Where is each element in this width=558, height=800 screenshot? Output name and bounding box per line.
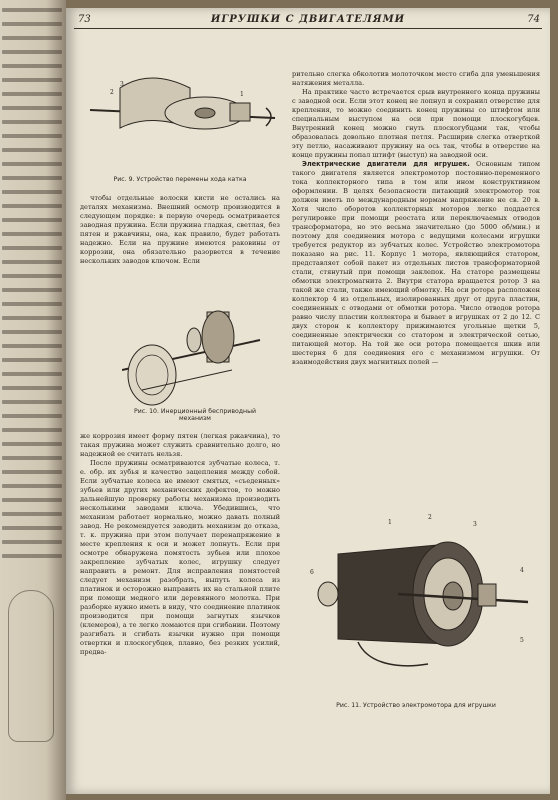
figure-10-caption: Рис. 10. Инерционный бесприводный механизм xyxy=(134,408,256,422)
figure-9-drawing xyxy=(80,58,280,168)
svg-text:4: 4 xyxy=(520,567,524,574)
running-title: ИГРУШКИ С ДВИГАТЕЛЯМИ xyxy=(210,14,406,25)
column-1-top xyxy=(80,194,280,300)
paragraph xyxy=(292,160,540,367)
paragraph: рительно слегка обколотив молоточком место сгиба для уменьшения натяжения металла. xyxy=(292,70,540,87)
section-heading: Электрические двигатели для игрушек. xyxy=(302,160,470,168)
paragraph: После пружины осматриваются зубчатые колеса, т. е. обр. их зубья и качество зацепления между собой. Если зубчатые колеса не имеют смятых, «съеденных» зубьев или других механических дефектов, то можно дальнейшую проверку работы механизма производить несколькими заводами ключа. Убедившись, что механизм работает нормально, можно давать полный завод. Не рекомендуется заводить механизм до отказа, т. к. пружина при этом получает перенапряжение в месте крепления к оси и может лопнуть. Если при осмотре обнаружена помятость зубьев или плохое закрепление зубчатых колес, игрушку следует направить в ремонт. Для исправления помятостей следует механизм разобрать, выпуть колеса из платинок и осторожно выправить их на стальной плите при помощи медного или деревянного молотка. При разборке нужно иметь в виду, что соединение платинок производится при помощи загнутых язычков (клемеров), а те легко ломаются при сгибании. Поэтому разгибать и сгибать язычки нужно при помощи отвертки и плоскогубцев, плавно, без резких усилий, предва- xyxy=(80,459,280,656)
paragraph: чтобы отдельные волоски кисти не остались на деталях механизма. Внешний осмотр производится в следующем порядке: в первую очередь осматривается заводная пружина. Если пружина гладкая, светлая, без пятен и ржавчины, она, как правило, будет работать надежно. Если на пружине имеются раковины от коррозии, она обязательно разорвется в течение нескольких заводов ключом. Если xyxy=(80,194,280,265)
svg-text:1: 1 xyxy=(240,91,244,98)
svg-text:6: 6 xyxy=(310,569,314,576)
header-rule xyxy=(74,28,542,29)
svg-text:5: 5 xyxy=(520,637,524,644)
paragraph: же коррозия имеет форму пятен (легкая ржавчина), то такая пружина может служить сравнительно долго, но надежной ее считать нельзя. xyxy=(80,432,280,458)
section-body: Основным типом такого двигателя является электромотор постоянно-переменного тока коллекторного типа в том или ином конструктивном оформлении. В целях безопасности питающий электромотор ток должен иметь по международным нормам напряжение не св. 20 в. Хотя число оборотов коллекторных моторов легко поддается регулировке при помощи реостата или переключаемых отводов трансформатора, но это весьма значительно (до 5000 об/мин.) и поэтому для соединения мотора с ведущими колесами игрушки требуется редуктор из зубчатых колес. Устройство электромотора показано на рис. 11. Корпус 1 мотора, являющийся статором, представляет собой пакет из отдельных листов трансформаторной стали, стянутый при помощи заклепок. На статоре размещены обмотки электромагнита 2. Внутри статора вращается ротор 3 на такой же стали, также имеющий обмотку. На оси ротора расположен коллектор 4 из отдельных, изолированных друг от друга пластин, соединенных с отводами от обмотки ротора. Число отводов ротора равно числу пластин коллектора и бывает в игрушках от 2 до 12. С двух сторон к коллектору прижимаются угольные щетки 5, соединенные электрически со статором и электрической сетью, питающей мотор. На той же оси ротора помещается шкив или шестерня 6 для соединения его с механизмом игрушки. От взаимодействия двух магнитных полей — xyxy=(292,160,540,366)
svg-text:3: 3 xyxy=(473,521,477,528)
page-number-right: 74 xyxy=(527,14,540,25)
paragraph: На практике часто встречается срыв внутреннего конца пружины с заводной оси. Если этот конец не лопнул и сохранил отверстие для крепления, то можно соединить конец пружины со штифтом или специальным выступом на оси при помощи плоскогубцев. Внутренний конец можно гнуть плоскогубцами так, чтобы образовалась довольно плотная петля. Расширив слегка отверткой эту петлю, насаживают пружину на ось так, чтобы в отверстие на конце пружины попал штифт (выступ) на заводной оси. xyxy=(292,88,540,159)
left-page-figure xyxy=(8,590,54,742)
column-2 xyxy=(292,70,540,458)
page-number-left: 73 xyxy=(78,14,91,25)
svg-text:2: 2 xyxy=(110,89,114,96)
figure-10-drawing xyxy=(122,300,262,410)
column-1-bottom xyxy=(80,432,280,776)
left-page-edge xyxy=(0,0,66,800)
figure-11-drawing xyxy=(298,464,538,694)
book-page xyxy=(66,8,550,794)
figure-11-caption: Рис. 11. Устройство электромотора для игрушки xyxy=(336,702,496,709)
figure-9-caption: Рис. 9. Устройство перемены хода катка xyxy=(113,176,247,183)
svg-text:1: 1 xyxy=(388,519,392,526)
svg-text:3: 3 xyxy=(120,81,124,88)
svg-text:2: 2 xyxy=(428,514,432,521)
